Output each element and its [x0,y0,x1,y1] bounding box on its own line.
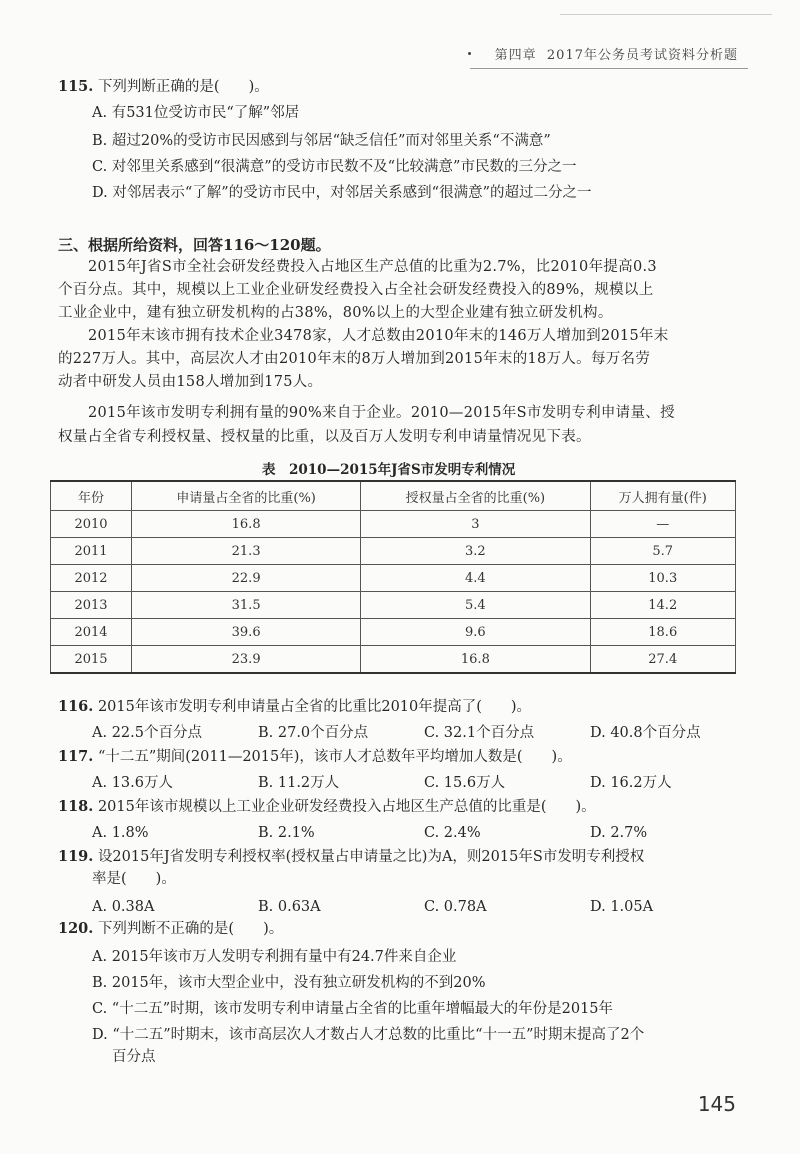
q119-stem [58,846,644,868]
table-row [51,538,736,565]
col-header-per-10k: 万人拥有量(件) [590,481,736,511]
q120-option-a: A. 2015年该市万人发明专利拥有量中有24.7件来自企业 [92,949,457,965]
table-cell: 9.6 [361,619,590,646]
top-divider [560,14,772,15]
table-cell: 5.4 [361,592,590,619]
table-cell: 23.9 [132,646,361,674]
q115-option-a: A. 有531位受访市民“了解”邻居 [92,105,300,121]
col-header-grant-share: 授权量占全省的比重(%) [361,481,590,511]
q116-option-b: B. 27.0个百分点 [258,725,369,741]
q117-option-d: D. 16.2万人 [590,775,672,791]
paragraph-line: 2015年J省S市全社会研发经费投入占地区生产总值的比重为2.7%，比2010年提高0.3 [88,259,657,275]
q116-text: 2015年该市发明专利申请量占全省的比重比2010年提高了( )。 [97,699,532,715]
q116-option-d: D. 40.8个百分点 [590,725,701,741]
q115-option-d: D. 对邻居表示“了解”的受访市民中，对邻居关系感到“很满意”的超过二分之一 [92,185,592,201]
table-header-row [51,481,736,511]
q116-option-c: C. 32.1个百分点 [424,725,535,741]
q115-stem [58,76,269,98]
table-row [51,592,736,619]
table-cell: 2014 [51,619,132,646]
q117-stem [58,746,572,768]
q116-stem [58,696,531,718]
q118-text: 2015年该市规模以上工业企业研发经费投入占地区生产总值的比重是( )。 [97,799,596,815]
q120-option-c: C. “十二五”时期，该市发明专利申请量占全省的比重年增幅最大的年份是2015年 [92,1001,614,1017]
table-cell: 2010 [51,511,132,538]
paragraph-line: 2015年末该市拥有技术企业3478家，人才总数由2010年末的146万人增加到2015年末 [88,328,669,344]
q120-option-d: D. “十二五”时期末，该市高层次人才数占人才总数的比重比“十一五”时期末提高了2个 [92,1027,645,1043]
q120-text: 下列判断不正确的是( )。 [97,921,284,937]
table-row [51,619,736,646]
table-cell: 16.8 [361,646,590,674]
q118-option-a: A. 1.8% [92,825,149,841]
q118-option-b: B. 2.1% [258,825,315,841]
paragraph-line: 2015年该市发明专利拥有量的90%来自于企业。2010—2015年S市发明专利申请量、授 [88,405,675,421]
q120-number: 120. [58,920,94,937]
paragraph-line: 工业企业中，建有独立研发机构的占38%，80%以上的大型企业建有独立研发机构。 [58,305,613,321]
q117-option-b: B. 11.2万人 [258,775,340,791]
table-cell: 16.8 [132,511,361,538]
q116-number: 116. [58,698,94,715]
q117-options [0,772,800,794]
table-cell: 18.6 [590,619,736,646]
table-caption: 表 2010—2015年J省S市发明专利情况 [262,462,516,478]
table-cell: 3 [361,511,590,538]
table-row [51,646,736,674]
q115-text: 下列判断正确的是( )。 [97,79,269,95]
paragraph-line: 权量占全省专利授权量、授权量的比重，以及百万人发明专利申请量情况见下表。 [58,429,591,445]
patent-table [50,480,736,674]
header-title: 2017年公务员考试资料分析题 [546,48,738,63]
col-header-application-share: 申请量占全省的比重(%) [132,481,361,511]
paragraph-line: 的227万人。其中，高层次人才由2010年末的8万人增加到2015年末的18万人。每万名劳 [58,351,651,367]
q119-option-b: B. 0.63A [258,899,321,915]
table-cell: 22.9 [132,565,361,592]
q118-option-c: C. 2.4% [424,825,481,841]
q120-option-b: B. 2015年，该市大型企业中，没有独立研发机构的不到20% [92,975,486,991]
q115-number: 115. [58,78,94,95]
table-cell: 2013 [51,592,132,619]
table-cell: 2015 [51,646,132,674]
table-cell: 4.4 [361,565,590,592]
q119-option-c: C. 0.78A [424,899,487,915]
table-row [51,511,736,538]
table-cell: 2011 [51,538,132,565]
q116-options [0,722,800,744]
header-chapter: 第四章 [494,48,537,63]
paragraph-line: 个百分点。其中，规模以上工业企业研发经费投入占全社会研发经费投入的89%，规模以上 [58,282,654,298]
table-cell: 27.4 [590,646,736,674]
table-cell: 14.2 [590,592,736,619]
section-heading: 三、根据所给资料，回答116～120题。 [58,236,331,254]
q119-option-d: D. 1.05A [590,899,654,915]
col-header-year: 年份 [51,481,132,511]
q120-option-d-cont: 百分点 [112,1049,156,1065]
paragraph-line: 动者中研发人员由158人增加到175人。 [58,374,323,390]
header-bullet [468,52,471,55]
q119-option-a: A. 0.38A [92,899,155,915]
running-header [495,44,738,63]
table-cell: 5.7 [590,538,736,565]
q116-option-a: A. 22.5个百分点 [92,725,202,741]
q117-option-a: A. 13.6万人 [92,775,173,791]
table-cell: — [590,511,736,538]
q117-number: 117. [58,748,94,765]
q118-number: 118. [58,798,94,815]
q120-stem [58,918,283,940]
q117-option-c: C. 15.6万人 [424,775,506,791]
table-cell: 10.3 [590,565,736,592]
table-cell: 3.2 [361,538,590,565]
q119-stem-cont: 率是( )。 [92,871,176,887]
table-cell: 39.6 [132,619,361,646]
q118-option-d: D. 2.7% [590,825,648,841]
q119-number: 119. [58,848,94,865]
table-cell: 31.5 [132,592,361,619]
q119-text: 设2015年J省发明专利授权率(授权量占申请量之比)为A，则2015年S市发明专利授权 [97,849,645,865]
q117-text: “十二五”期间(2011—2015年)，该市人才总数年平均增加人数是( )。 [97,749,572,765]
page-number: 145 [697,1092,736,1116]
q119-options [0,896,800,918]
header-divider [470,68,748,69]
q115-option-c: C. 对邻里关系感到“很满意”的受访市民数不及“比较满意”市民数的三分之一 [92,159,577,175]
table-cell: 21.3 [132,538,361,565]
q118-stem [58,796,596,818]
q118-options [0,822,800,844]
table-cell: 2012 [51,565,132,592]
table-row [51,565,736,592]
q115-option-b: B. 超过20%的受访市民因感到与邻居“缺乏信任”而对邻里关系“不满意” [92,133,551,149]
